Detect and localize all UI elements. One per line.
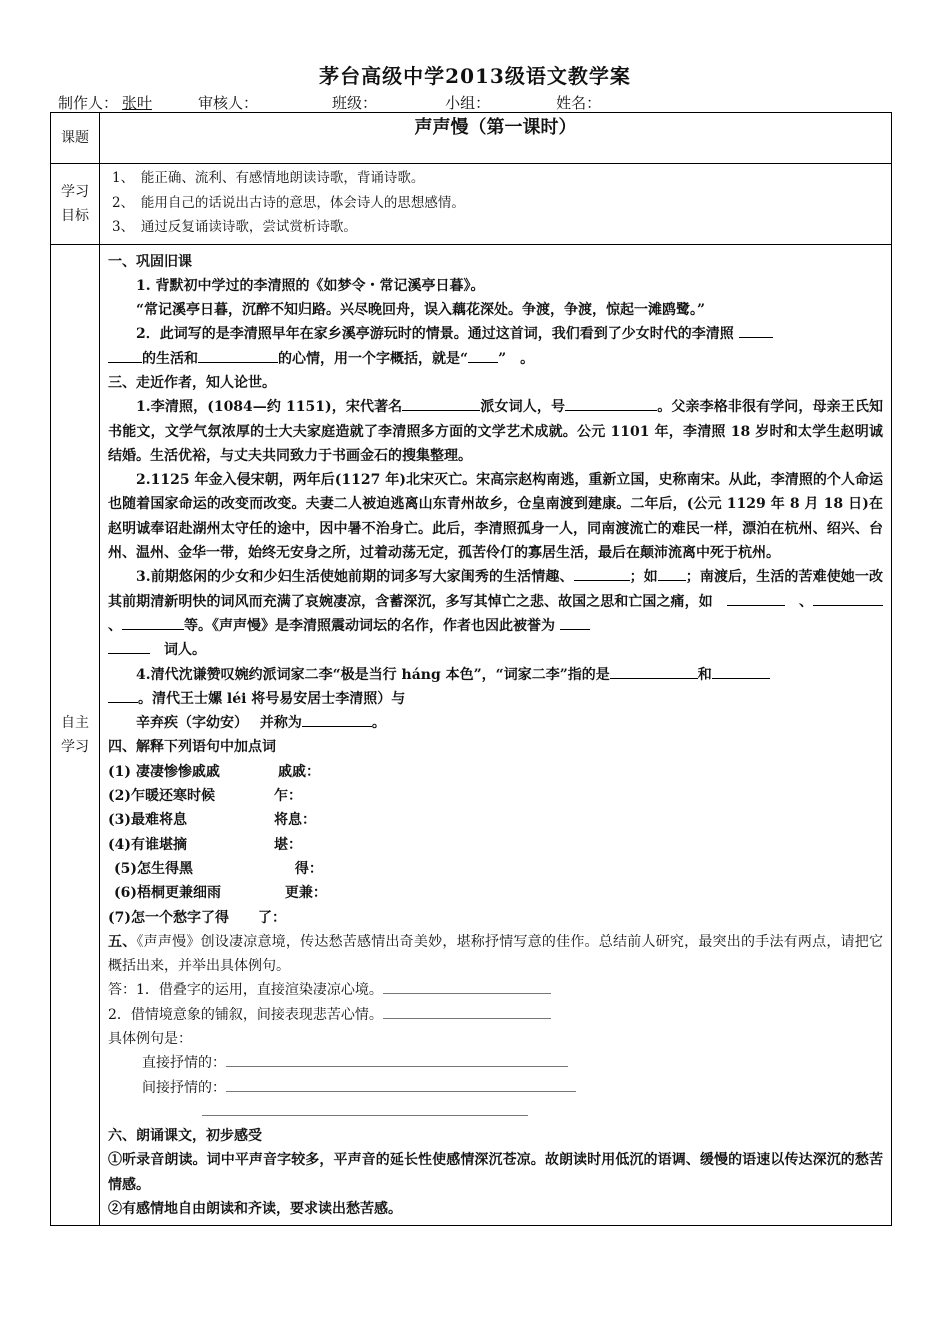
poem-text: “常记溪亭日暮，沉醉不知归路。兴尽晚回舟，误入藕花深处。争渡，争渡，惊起一滩鸥鹭。” (136, 302, 706, 319)
author-paragraph-2: 2.1125 年金入侵宋朝，两年后(1127 年)北宋灭亡。宋高宗赵构南逃，重新立国，史称南宋。从此，李清照的个人命运也随着国家命运的改变而改变。夫妻二人被迫逃离山东青州故乡，仓皇南渡到建康。二年后，(公元 1129 年 8 月 18 日)在赵明诚奉诏赴湖州太守任的途中，因中暑不治身亡。此后，李清照孤身一人，同南渡流亡的难民一样，漂泊在杭州、绍兴、台州、温州、金华一带，始终无安身之所，过着动荡无定，孤苦伶仃的寡居生活，最后在颠沛流离中死于杭州。 (108, 472, 883, 562)
goals-list (100, 164, 892, 245)
review-question-1: 1. 背默初中学过的李清照的《如梦令・常记溪亭日暮》。 (136, 277, 485, 294)
word-item: (1) 凄凄惨惨戚戚 戚戚： (108, 763, 320, 780)
blank-field[interactable] (468, 348, 498, 363)
blank-field[interactable] (302, 712, 372, 727)
blank-field[interactable] (560, 615, 590, 630)
reading-item-1: ①听录音朗读。词中平声音字较多，平声音的延长性使感情深沉苍凉。故朗读时用低沉的语调、缓慢的语速以传达深沉的愁苦情感。 (108, 1152, 883, 1193)
topic-row (51, 113, 892, 164)
maker-label: 制作人： (58, 94, 119, 112)
blank-field[interactable] (712, 664, 770, 679)
section-3-heading: 三、走近作者，知人论世。 (108, 374, 276, 391)
blank-field[interactable] (226, 1052, 568, 1067)
blank-field[interactable] (565, 396, 657, 411)
review-question-2: 2．此词写的是李清照早年在家乡溪亭游玩时的情景。通过这首词，我们看到了少女时代的李清照 的生活和 的心情，用一个字概括，就是“ ” 。 (108, 322, 883, 371)
answer-1: 答：1．借叠字的运用，直接渲染凄凉心境。 (108, 978, 883, 1002)
section-5-question: 五、《声声慢》创设凄凉意境，传达愁苦感情出奇美妙，堪称抒情写意的佳作。总结前人研究，最突出的手法有两点，请把它概括出来，并举出具体例句。 (108, 933, 884, 975)
goal-item: 2、 能用自己的话说出古诗的意思，体会诗人的思想感情。 (112, 194, 465, 211)
blank-field[interactable] (739, 323, 773, 338)
class-label: 班级： (332, 94, 378, 112)
blank-field[interactable] (383, 1004, 551, 1019)
word-item: (7)怎一个愁字了得 了： (108, 909, 286, 926)
topic-label: 课题 (51, 113, 100, 164)
blank-field[interactable] (108, 348, 142, 363)
blank-field[interactable] (383, 979, 551, 994)
maker-name: 张叶 (122, 94, 153, 112)
blank-field[interactable] (574, 566, 630, 581)
indirect-example: 间接抒情的： (108, 1076, 883, 1100)
document-title: 茅台高级中学2013级语文教学案 (319, 64, 631, 88)
blank-field[interactable] (108, 639, 150, 654)
blank-field[interactable] (198, 348, 278, 363)
lesson-table (50, 112, 892, 1226)
blank-field[interactable] (202, 1101, 528, 1116)
word-item: (6)梧桐更兼细雨 更兼： (114, 885, 327, 902)
answer-2: 2．借情境意象的铺叙，间接表现悲苦心情。 (108, 1003, 883, 1027)
name-label: 姓名： (556, 94, 602, 112)
goal-item: 3、 通过反复诵读诗歌，尝试赏析诗歌。 (112, 219, 357, 235)
word-item: (3)最难将息 将息： (108, 812, 316, 829)
extra-line (108, 1100, 883, 1124)
word-explanation-list (108, 760, 883, 930)
blank-field[interactable] (122, 615, 184, 630)
reading-item-2: ②有感情地自由朗读和齐读，要求读出愁苦感。 (108, 1201, 402, 1218)
author-paragraph-4: 4.清代沈谦赞叹婉约派词家二李“极是当行 háng 本色”，“词家二李”指的是 和 。清代王士嫘 léi 将号易安居士李清照）与 (108, 663, 883, 712)
section-6-heading: 六、朗诵课文，初步感受 (108, 1128, 262, 1145)
word-item: (2)乍暖还寒时候 乍： (108, 788, 302, 805)
self-study-label: 自主 学习 (51, 244, 100, 1226)
self-study-row (51, 244, 892, 1226)
word-item: (5)怎生得黑 得： (114, 860, 323, 877)
self-study-content (100, 244, 892, 1226)
goals-row (51, 164, 892, 245)
goal-item: 1、 能正确、流利、有感情地朗读诗歌，背诵诗歌。 (112, 170, 425, 186)
examples-label: 具体例句是： (108, 1031, 192, 1047)
section-1-heading: 一、巩固旧课 (108, 253, 192, 270)
author-paragraph-3: 3.前期悠闲的少女和少妇生活使她前期的词多写大家闺秀的生活情趣、 ；如 ；南渡后，生活的苦难使她一改其前期清新明快的词风而充满了哀婉凄凉，含蓄深沉，多写其悼亡之悲、故国之思和亡国之痛，如 、、 等。《声声慢》是李清照震动词坛的名作，作者也因此被誉为 词人。 (108, 565, 883, 662)
reviewer-label: 审核人： (198, 94, 259, 112)
goals-label: 学习 目标 (51, 164, 100, 245)
author-paragraph-1: 1.李清照，(1084—约 1151)，宋代著名 派女词人，号 。父亲李格非很有学问，母亲王氏知书能文，文学气氛浓厚的士大夫家庭造就了李清照多方面的文学艺术成就。公元 1101 年，李清照 18 岁时和太学生赵明诚结婚。生活优裕，与丈夫共同致力于书画金石的搜集整理。 (108, 395, 883, 468)
direct-example: 直接抒情的： (108, 1051, 883, 1075)
blank-field[interactable] (402, 396, 480, 411)
word-item: (4)有谁堪摘 堪： (108, 836, 302, 853)
blank-field[interactable] (813, 591, 883, 606)
blank-field[interactable] (226, 1077, 576, 1092)
header-meta (58, 92, 605, 113)
blank-field[interactable] (610, 664, 698, 679)
lesson-title: 声声慢（第一课时） (100, 113, 892, 164)
section-4-heading: 四、解释下列语句中加点词 (108, 739, 276, 756)
blank-field[interactable] (727, 591, 785, 606)
blank-field[interactable] (658, 566, 686, 581)
blank-field[interactable] (108, 688, 138, 703)
group-label: 小组： (445, 94, 491, 112)
author-paragraph-4-end: 辛弃疾（字幼安） 并称为 。 (108, 711, 883, 735)
